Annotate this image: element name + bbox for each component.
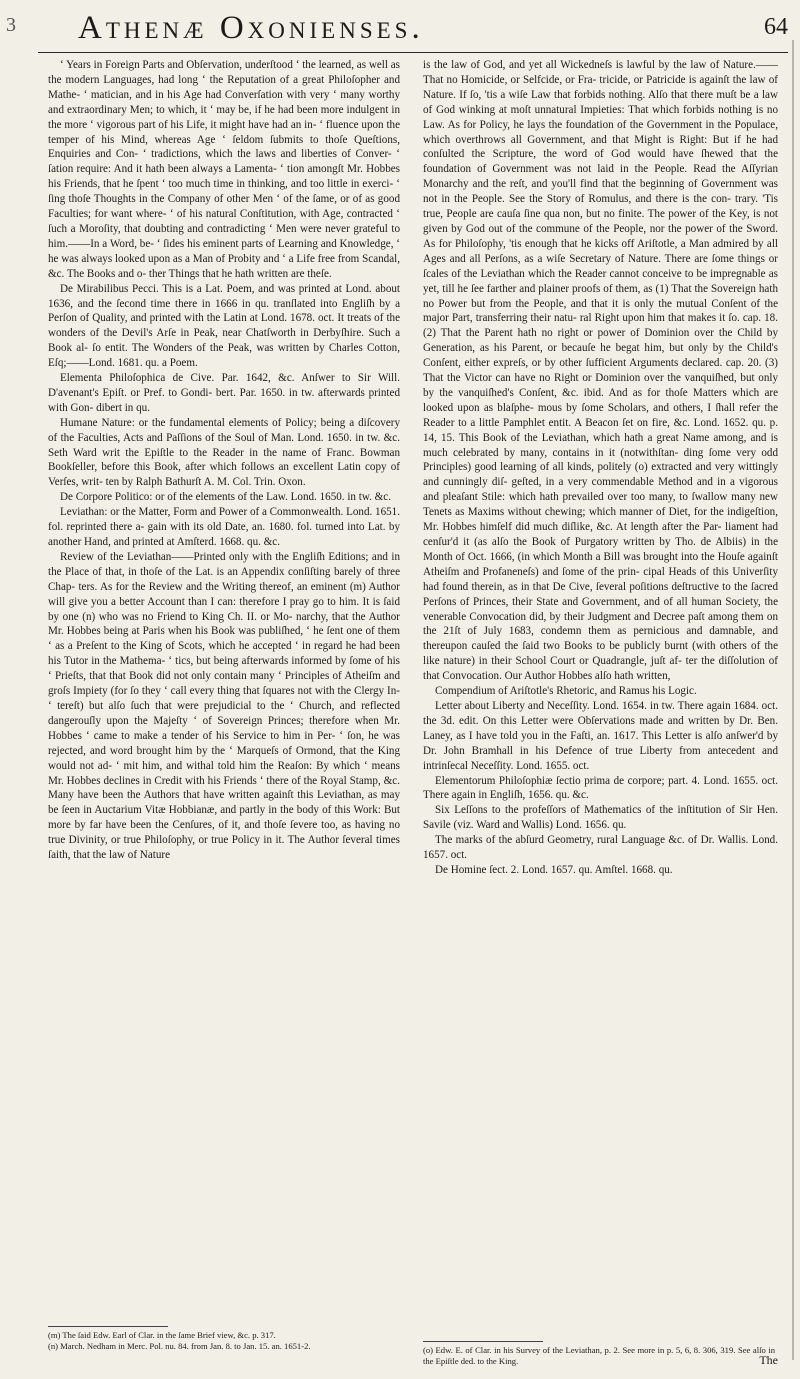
paragraph: Elementorum Philoſophiæ ſectio prima de corpore; part. 4. Lond. 1655. oct. There again in Engliſh, 1656. qu. &c. <box>423 774 778 802</box>
running-header <box>38 8 788 53</box>
paragraph: Leviathan: or the Matter, Form and Power of a Commonwealth. Lond. 1651. fol. reprinted there a- gain with its old Date, an. 1680. fol. turned into Lat. by another Hand, and printed at Amſterd. 1668. qu. &c. <box>48 506 400 548</box>
paragraph: The marks of the abſurd Geometry, rural Language &c. of Dr. Wallis. Lond. 1657. oct. <box>423 834 778 862</box>
left-footnotes <box>48 1326 400 1351</box>
left-column <box>48 58 400 1368</box>
leading-mark: 3 <box>6 14 16 36</box>
paragraph: Elementa Philoſophica de Cive. Par. 1642, &c. Anſwer to Sir Will. D'avenant's Epiſt. or Pref. to Gondi- bert. Par. 1650. in tw. afterwards printed with Gon- dibert in qu. <box>48 372 400 414</box>
text-columns <box>48 58 790 1368</box>
paragraph: Review of the Leviathan——Printed only with the Engliſh Editions; and in the Place of that, in thoſe of the Lat. is an Appendix conſiſting barely of three Chap- ters. As for the Review and the Writing thereof, an eminent (m) Author will give you a better Account than I can: therefore I pray go to him. It is ſaid by one (n) who was no Friend to King Ch. II. or Mo- narchy, that the Author Mr. Hobbes being at Paris when his Book was publiſhed, ‘ he ſent one of them ‘ as a Preſent to the King of Scots, which he accepted ‘ in regard he had been his Tutor in the Mathema- ‘ tics, but being afterwards informed by ſome of his ‘ Prieſts, that that Book did not only contain many ‘ Principles of Atheiſm and groſs Impiety (for ſo they ‘ call every thing that ſquares not with the Clergy In- ‘ tereſt) but alſo ſuch that were prejudicial to the ‘ Church, and reflected dangerouſly upon the Majeſty ‘ of Sovereign Princes; therefore when Mr. Hobbes ‘ came to make a tender of his Service to him in Per- ‘ ſon, he was rejected, and word brought him by the ‘ Marqueſs of Ormond, that the King would not ad- ‘ mit him, and withal told him the Reaſon: By which ‘ means Mr. Hobbes declines in Credit with his Friends ‘ there of the Royal Stamp, &c. Many have been the Authors that have written againſt this Leviathan, as may be ſeen in Auctarium Vitæ Hobbianæ, and partly in the body of this Work: But more by far have been the Cenſures, of it, and thoſe ſevere too, as having no true Divinity, or true Philoſophy, or true Policy in it. The Author ſeveral times ſaith, that the law of Nature <box>48 550 400 862</box>
paragraph: De Mirabilibus Pecci. This is a Lat. Poem, and was printed at Lond. about 1636, and the ſecond time there in 1666 in qu. tranſlated into Engliſh by a Perſon of Quality, and printed with the Latin at Lond. 1678. oct. It treats of the wonders of the Devil's Arſe in Peak, near Chatſworth in Derbyſhire. Such a Book al- ſo entit. The Wonders of the Peak, was written by Charles Cotton, Eſq;——Lond. 1681. qu. a Poem. <box>48 282 400 370</box>
right-footnotes <box>423 1341 775 1366</box>
paragraph: ‘ Years in Foreign Parts and Obſervation, underſtood ‘ the learned, as well as the modern Languages, had long ‘ the Reputation of a great Philoſopher and Mathe- ‘ matician, and in his Age had Converſation with very ‘ many worthy and extraordinary Men; to which, it ‘ may be, if he had been more indulgent in the more ‘ vigorous part of his Life, it might have had an in- ‘ fluence upon the temper of his Mind, whereas Age ‘ ſeldom ſubmits to thoſe Queſtions, Enquiries and Con- ‘ tradictions, which the laws and liberties of Conver- ‘ ſation require: And it hath been always a Lamenta- ‘ tion amongſt Mr. Hobbes his Friends, that he ſpent ‘ too much time in thinking, and too little in exerci- ‘ ſing thoſe Thoughts in the Company of other Men ‘ of the ſame, or of as good Faculties; for want where- ‘ of his natural Conſtitution, with Age, contracted ‘ ſuch a Moroſity, that doubting and contradicting ‘ Men were never grateful to him.——In a Word, be- ‘ ſides his eminent parts of Learning and Knowledge, ‘ he was always looked upon as a Man of Probity and ‘ a Life free from Scandal, &c. The Books and o- ther Things that he hath written are theſe. <box>48 59 400 280</box>
paragraph: De Corpore Politico: or of the elements of the Law. Lond. 1650. in tw. &c. <box>60 491 391 504</box>
paragraph: Letter about Liberty and Neceſſity. Lond. 1654. in tw. There again 1684. oct. the 3d. edit. On this Letter were Obſervations made and written by Dr. Ben. Laney, as I have told you in the Faſti, an. 1617. This Letter is alſo anſwer'd by Dr. John Bramhall in his Defence of true Liberty from antecedent and intrinſecal Neceſſity. Lond. 1655. oct. <box>423 699 778 772</box>
paragraph: Six Leſſons to the profeſſors of Mathematics of the inſtitution of Sir Hen. Savile (viz. Ward and Wallis) Lond. 1656. qu. <box>423 804 778 832</box>
footnote: (m) The ſaid Edw. Earl of Clar. in the ſame Brief view, &c. p. 317. <box>48 1330 276 1340</box>
running-title: Athenæ Oxonienses. <box>78 10 424 46</box>
paragraph: De Homine ſect. 2. Lond. 1657. qu. Amſtel. 1668. qu. <box>435 863 673 876</box>
page-number: 64 <box>764 14 788 40</box>
footnote-rule <box>48 1326 168 1327</box>
page-edge-shadow <box>792 40 794 1360</box>
paragraph: Humane Nature: or the fundamental elements of Policy; being a diſcovery of the Faculties, Acts and Paſſions of the Soul of Man. Lond. 1650. in tw. &c. Seth Ward writ the Epiſtle to the Reader in the name of Franc. Bowman Bookſeller, before this Book, after which follows an excellent Latin copy of Verſes, writ- ten by Ralph Bathurſt A. M. Col. Trin. Oxon. <box>48 416 400 489</box>
paragraph: is the law of God, and yet all Wickedneſs is lawful by the law of Nature.——That no Homicide, or Selfcide, or Fra- tricide, or Patricide is againſt the law of Nature. If ſo, 'tis a wiſe Law that forbids nothing. Alſo that there muſt be a law of God winking at moſt unnatural Impieties: That which forbids nothing is no Law. As for Policy, he lays the foundation of the Government in the Populace, which overthrows all Government, and that Might is Right: But if he had conſulted the Scripture, the word of God would have ſhewed that the foundation of Government was not laid in the People. Read the Aſſyrian Monarchy and the reſt, and you'll find that the beginning of Government was not in the People. See the Story of Romulus, and there is the con- trary. 'Tis true, People are cauſa ſine qua non, but no finite. The power of the Key, is not given by God out of the commune of the People, nor the power of the Sword. As for Philoſophy, 'tis enough that he kicks off Ariſtotle, a Man admired by all Ages and all Perſons, as a wiſe Secretary of Nature. There are ſome things or ſcales of the Leviathan which the Reader cannot conceive to be impregnable as yet, till he ſee farther and plainer proofs of them, as (1) That the Sovereign hath no Power but from the People, and that it is only the mutual Conſent of the major Part, transferring their natu- ral Right upon him that makes it ſo. cap. 18. (2) That the Parent hath no right or power of Dominion over the Child by Generation, as his Parent, or becauſe he begat him, but only by the Child's Conſent, either expreſs, or by other ſufficient Arguments declared. cap. 20. (3) That the Victor can have no Right or Dominion over the vanquiſhed, but only by the vanquiſhed's Conſent, &c. ibid. And as for thoſe Matters which are looked upon as blaſphe- mous by ſome Scholars, and others, I ſhall refer the Reader to a little Pamphlet entit. A Beacon ſet on fire, &c. Lond. 1652. qu. p. 14, 15. This Book of the Leviathan, which hath a great Name among, and is much celebrated by many, contains in it (notwithſtan- ding ſome very odd Principles) good learning of all kinds, politely (o) extracted and very wittingly and cunningly diſ- geſted, in a very commendable Method and in a vigorous and pleaſant Stile: which hath prevailed over too many, to ſwallow many new Tenets as Maxims without chewing; which manner of Diet, for the indigeſtion, Mr. Hobbes himſelf did much diſlike, &c. At length after the Par- liament had cenſur'd it (as alſo the Book of Purgatory written by Tho. de Albiis) in the Month of Oct. 1666, (in which Month a Bill was brought into the Houſe againſt Atheiſm and Profaneneſs) and ſome of the prin- cipal Heads of this Univerſity had found therein, as in that De Cive, ſeveral poſitions deſtructive to the ſacred Perſons of Princes, their State and Government, and of all human Society, the venerable Convocation did, by their Judgment and Decree paſt among them on the 21ſt of July 1683, condemn them as pernicious and damnable, and thereupon cauſed the ſaid two Books to be publicly burnt (with others of the like nature) in their School Court or Quadrangle, juſt af- ter the diſſolution of that Convocation. Our Author Hobbes alſo hath written, <box>423 59 778 683</box>
paragraph: Compendium of Ariſtotle's Rhetoric, and Ramus his Logic. <box>435 685 697 698</box>
footnote-rule <box>423 1341 543 1342</box>
catchword: The <box>759 1353 778 1368</box>
footnote: (n) March. Nedham in Merc. Pol. nu. 84. from Jan. 8. to Jan. 15. an. 1651-2. <box>48 1340 311 1351</box>
right-column <box>423 58 778 1368</box>
footnote: (o) Edw. E. of Clar. in his Survey of the Leviathan, p. 2. See more in p. 5, 6, 8. 306, 319. See alſo in the Epiſtle ded. to the King. <box>423 1345 775 1366</box>
